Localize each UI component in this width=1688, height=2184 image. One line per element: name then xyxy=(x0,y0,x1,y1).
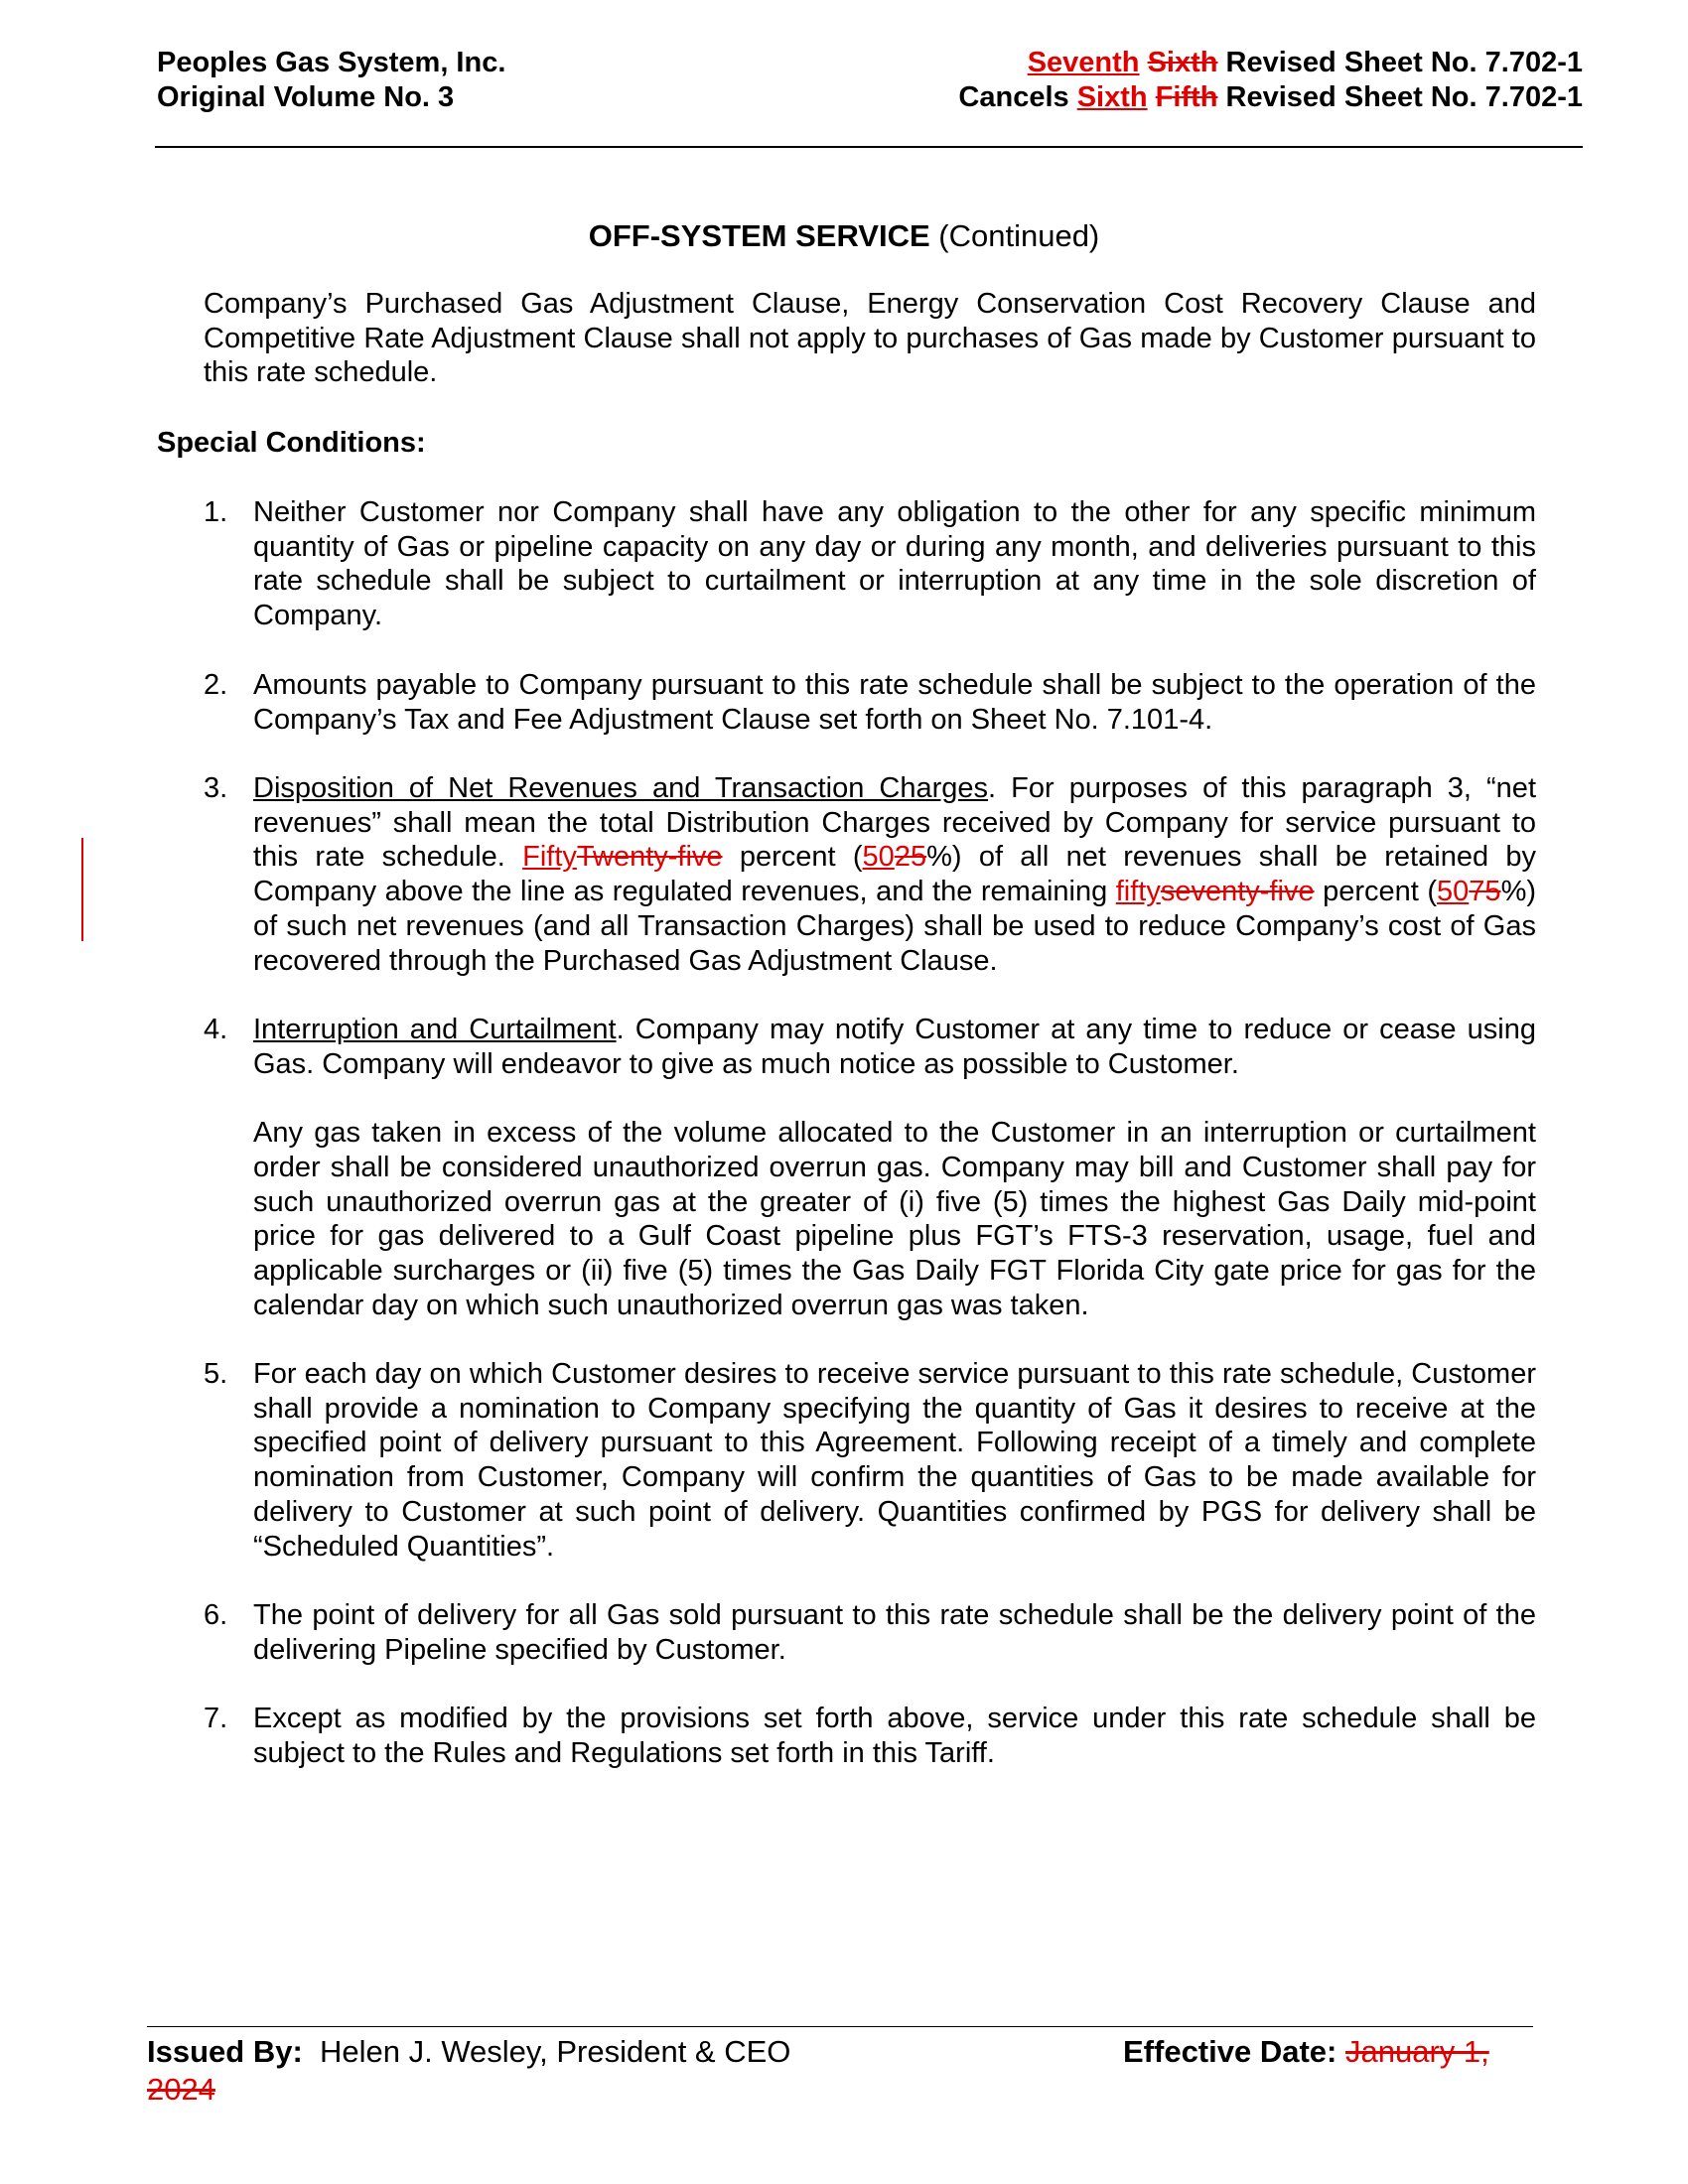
condition-1 xyxy=(204,495,1536,633)
deleted-text: 25 xyxy=(894,841,927,874)
sheet-inserted-ordinal: Seventh xyxy=(1027,47,1140,78)
condition-number: 6. xyxy=(204,1599,228,1631)
condition-5 xyxy=(204,1357,1536,1564)
revision-change-bar xyxy=(81,838,83,941)
condition-text: Amounts payable to Company pursuant to this rate schedule shall be subject to the operation of the Company’s Tax and Fee Adjustment Clause set forth on Sheet No. 7.101-4. xyxy=(253,669,1536,736)
condition-3 xyxy=(204,771,1536,978)
condition-text: Disposition of Net Revenues and Transaction Charges. For purposes of this paragraph 3, “net revenues” shall mean the total Distribution Charges received by Company for service pursuant to this rate schedule. FiftyTwenty-five percent (5025%) of all net revenues shall be retained by Company above the line as regulated revenues, and the remaining fiftyseventy-five percent (5075%) of such net revenues (and all Transaction Charges) shall be used to reduce Company’s cost of Gas recovered through the Purchased Gas Adjustment Clause. xyxy=(253,772,1537,977)
header-right xyxy=(958,46,1583,115)
inserted-text: 50 xyxy=(1437,876,1470,908)
issued-by-name: Helen J. Wesley, President & CEO xyxy=(320,2034,791,2069)
issued-by xyxy=(147,2033,790,2071)
cancels-sheet-text: Revised Sheet No. 7.702-1 xyxy=(1225,81,1583,113)
condition-text: Interruption and Curtailment. Company may notify Customer at any time to reduce or cease using Gas. Company will endeavor to give as much notice as possible to Customer. xyxy=(253,1014,1536,1080)
condition-number: 2. xyxy=(204,669,228,701)
sheet-number-text: Revised Sheet No. 7.702-1 xyxy=(1225,47,1583,78)
cancels-label: Cancels xyxy=(958,81,1069,113)
company-name: Peoples Gas System, Inc. xyxy=(157,47,506,78)
deleted-text: seventy-five xyxy=(1160,876,1315,908)
condition-text-continued: Any gas taken in excess of the volume allocated to the Customer in an interruption or curtailment order shall be considered unauthorized overrun gas. Company may bill and Customer shall pay for such unauthorized overrun gas at the greater of (i) five (5) times the highest Gas Daily mid-point price for gas delivered to a Gulf Coast pipeline plus FGT’s FTS-3 reservation, usage, fuel and applicable surcharges or (ii) five (5) times the Gas Daily FGT Florida City gate price for gas for the calendar day on which such unauthorized overrun gas was taken. xyxy=(253,1117,1536,1321)
condition-text: Except as modified by the provisions set forth above, service under this rate schedule shall be subject to the Rules and Regulations set forth in this Tariff. xyxy=(253,1703,1536,1769)
condition-text: For each day on which Customer desires to receive service pursuant to this rate schedule, Customer shall provide a nomination to Company specifying the quantity of Gas it desires to receive at the specified point of delivery pursuant to this Agreement. Following receipt of a timely and complete nomination from Customer, Company will confirm the quantities of Gas to be made available for delivery to Customer at such point of delivery. Quantities confirmed by PGS for delivery shall be “Scheduled Quantities”. xyxy=(253,1358,1536,1563)
inserted-text: fifty xyxy=(1115,876,1161,908)
effective-date-deleted: January 1, xyxy=(1344,2034,1489,2069)
condition-number: 7. xyxy=(204,1703,228,1734)
header-divider xyxy=(155,146,1583,148)
condition-heading: Disposition of Net Revenues and Transaction Charges xyxy=(253,772,989,804)
condition-4 xyxy=(204,1013,1536,1322)
sheet-deleted-ordinal: Sixth xyxy=(1147,47,1218,78)
special-conditions-heading: Special Conditions: xyxy=(157,427,426,459)
condition-text: The point of delivery for all Gas sold pursuant to this rate schedule shall be the delivery point of the delivering Pipeline specified by Customer. xyxy=(253,1599,1536,1666)
condition-number: 4. xyxy=(204,1014,228,1045)
condition-number: 1. xyxy=(204,496,228,528)
effective-date-deleted-year: 2024 xyxy=(147,2072,215,2107)
effective-date xyxy=(1123,2033,1489,2071)
deleted-text: Twenty-five xyxy=(576,841,723,874)
inserted-text: Fifty xyxy=(522,841,577,874)
condition-7 xyxy=(204,1702,1536,1770)
condition-6 xyxy=(204,1598,1536,1667)
cancels-deleted-ordinal: Fifth xyxy=(1155,81,1218,113)
issued-by-label: Issued By: xyxy=(147,2034,303,2069)
page-title xyxy=(0,216,1688,256)
page-title-continued: (Continued) xyxy=(938,218,1100,253)
condition-number: 5. xyxy=(204,1358,228,1390)
condition-text: Neither Customer nor Company shall have any obligation to the other for any specific minimum quantity of Gas or pipeline capacity on any day or during any month, and deliveries pursuant to this rate schedule shall be subject to curtailment or interruption at any time in the sole discretion of Company. xyxy=(253,496,1536,632)
inserted-text: 50 xyxy=(862,841,895,874)
condition-2 xyxy=(204,668,1536,737)
footer-divider xyxy=(147,2026,1533,2027)
cancels-line xyxy=(958,80,1583,115)
page-title-bold: OFF-SYSTEM SERVICE xyxy=(588,218,930,253)
intro-paragraph: Company’s Purchased Gas Adjustment Clause, Energy Conservation Cost Recovery Clause and Competitive Rate Adjustment Clause shall not apply to purchases of Gas made by Customer pursuant to this rate schedule. xyxy=(204,288,1536,389)
volume-number: Original Volume No. 3 xyxy=(157,81,455,113)
cancels-inserted-ordinal: Sixth xyxy=(1076,81,1148,113)
condition-number: 3. xyxy=(204,772,228,804)
deleted-text: 75 xyxy=(1469,876,1501,908)
condition-heading: Interruption and Curtailment xyxy=(253,1014,617,1045)
header-left xyxy=(157,46,505,115)
effective-date-label: Effective Date: xyxy=(1123,2034,1337,2069)
sheet-number-line xyxy=(958,46,1583,80)
